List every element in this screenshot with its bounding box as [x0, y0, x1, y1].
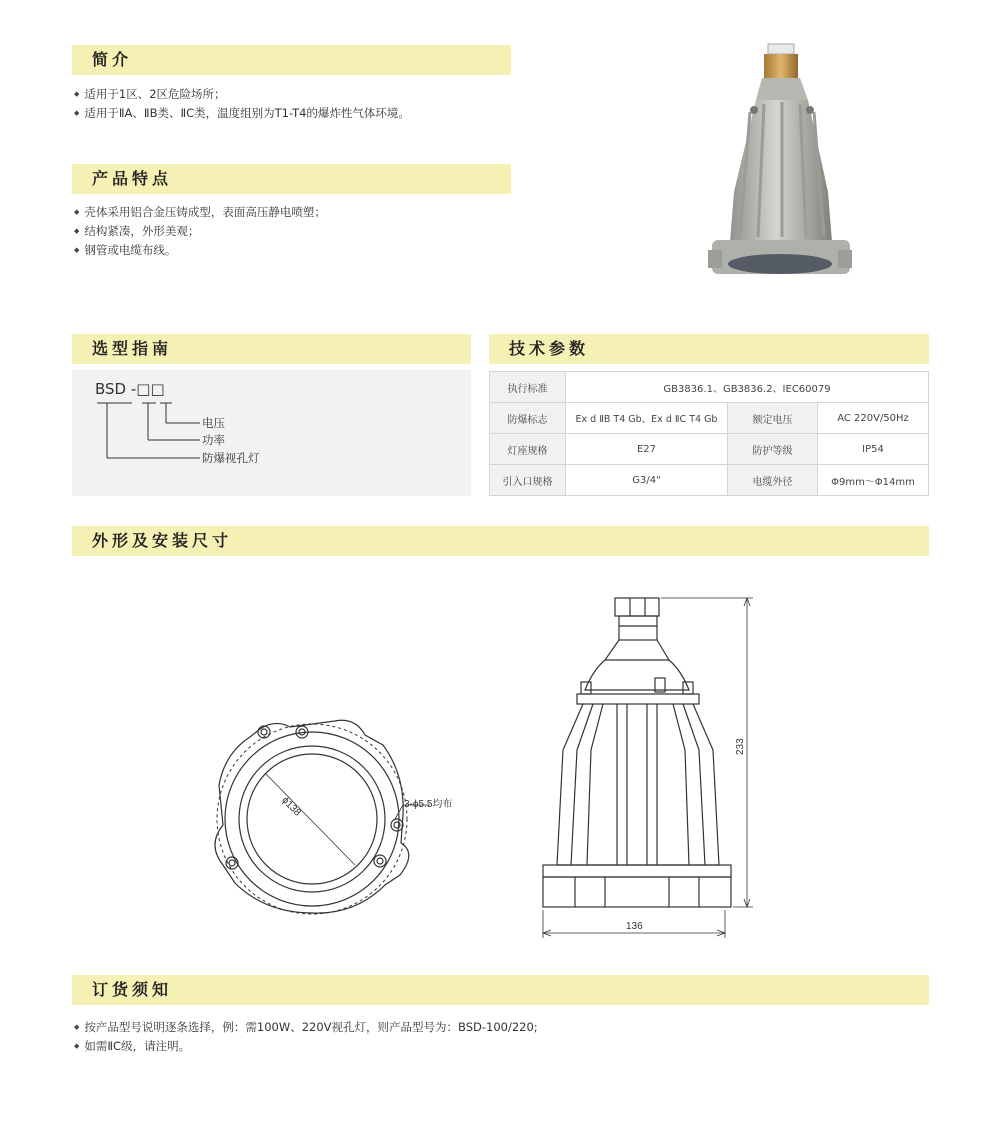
- features-list: [74, 203, 326, 260]
- guide-panel: [72, 370, 471, 496]
- holes-label: 3-ϕ5.5均布: [404, 799, 453, 810]
- product-photo: [700, 42, 860, 292]
- guide-connector-lines: [72, 370, 471, 496]
- intro-list: [74, 85, 410, 123]
- table-row: [490, 403, 929, 434]
- list-item: ◆ 如需ⅡC级，请注明。: [74, 1037, 538, 1056]
- intro-header: [72, 45, 511, 75]
- list-item: ◆ 结构紧凑，外形美观；: [74, 222, 326, 241]
- label-product: 防爆视孔灯: [202, 451, 260, 465]
- spec-label: 引入口规格: [490, 465, 566, 496]
- guide-header: [72, 334, 471, 364]
- features-title: 产品特点: [92, 169, 173, 188]
- spec-value: Φ9mm～Φ14mm: [818, 465, 929, 496]
- table-row: [490, 372, 929, 403]
- spec-value: GB3836.1、GB3836.2、IEC60079: [566, 372, 929, 403]
- spec-value: E27: [566, 434, 728, 465]
- diameter-label: ϕ138: [279, 795, 303, 819]
- spec-label: 额定电压: [728, 403, 818, 434]
- spec-label: 灯座规格: [490, 434, 566, 465]
- specs-title: 技术参数: [509, 339, 590, 358]
- spec-label: 防护等级: [728, 434, 818, 465]
- width-label: 136: [626, 921, 643, 932]
- dimensions-title: 外形及安装尺寸: [92, 531, 233, 550]
- label-voltage: 电压: [202, 416, 225, 430]
- order-header: [72, 975, 929, 1005]
- features-header: [72, 164, 511, 194]
- height-label: 233: [735, 738, 746, 755]
- list-item: ◆ 适用于1区、2区危险场所；: [74, 85, 410, 104]
- label-power: 功率: [202, 433, 225, 447]
- spec-value: G3/4": [566, 465, 728, 496]
- spec-label: 执行标准: [490, 372, 566, 403]
- list-item: ◆ 壳体采用铝合金压铸成型，表面高压静电喷塑；: [74, 203, 326, 222]
- list-item: ◆ 适用于ⅡA、ⅡB类、ⅡC类，温度组别为T1-T4的爆炸性气体环境。: [74, 104, 410, 123]
- list-item: ◆ 按产品型号说明逐条选择，例：需100W、220V视孔灯，则产品型号为：BSD-100/220;: [74, 1018, 538, 1037]
- order-list: [74, 1018, 538, 1056]
- spec-table: [489, 371, 929, 496]
- side-view-drawing: [535, 590, 760, 940]
- spec-label: 电缆外径: [728, 465, 818, 496]
- table-row: [490, 434, 929, 465]
- intro-title: 简介: [92, 50, 133, 69]
- spec-value: Ex d ⅡB T4 Gb、Ex d ⅡC T4 Gb: [566, 403, 728, 434]
- dimensions-header: [72, 526, 929, 556]
- specs-header: [489, 334, 929, 364]
- spec-label: 防爆标志: [490, 403, 566, 434]
- table-row: [490, 465, 929, 496]
- list-item: ◆ 钢管或电缆布线。: [74, 241, 326, 260]
- guide-title: 选型指南: [92, 339, 173, 358]
- model-code: BSD -□□: [95, 380, 165, 398]
- spec-value: IP54: [818, 434, 929, 465]
- spec-value: AC 220V/50Hz: [818, 403, 929, 434]
- top-view-drawing: [205, 715, 430, 920]
- order-title: 订货须知: [92, 980, 173, 999]
